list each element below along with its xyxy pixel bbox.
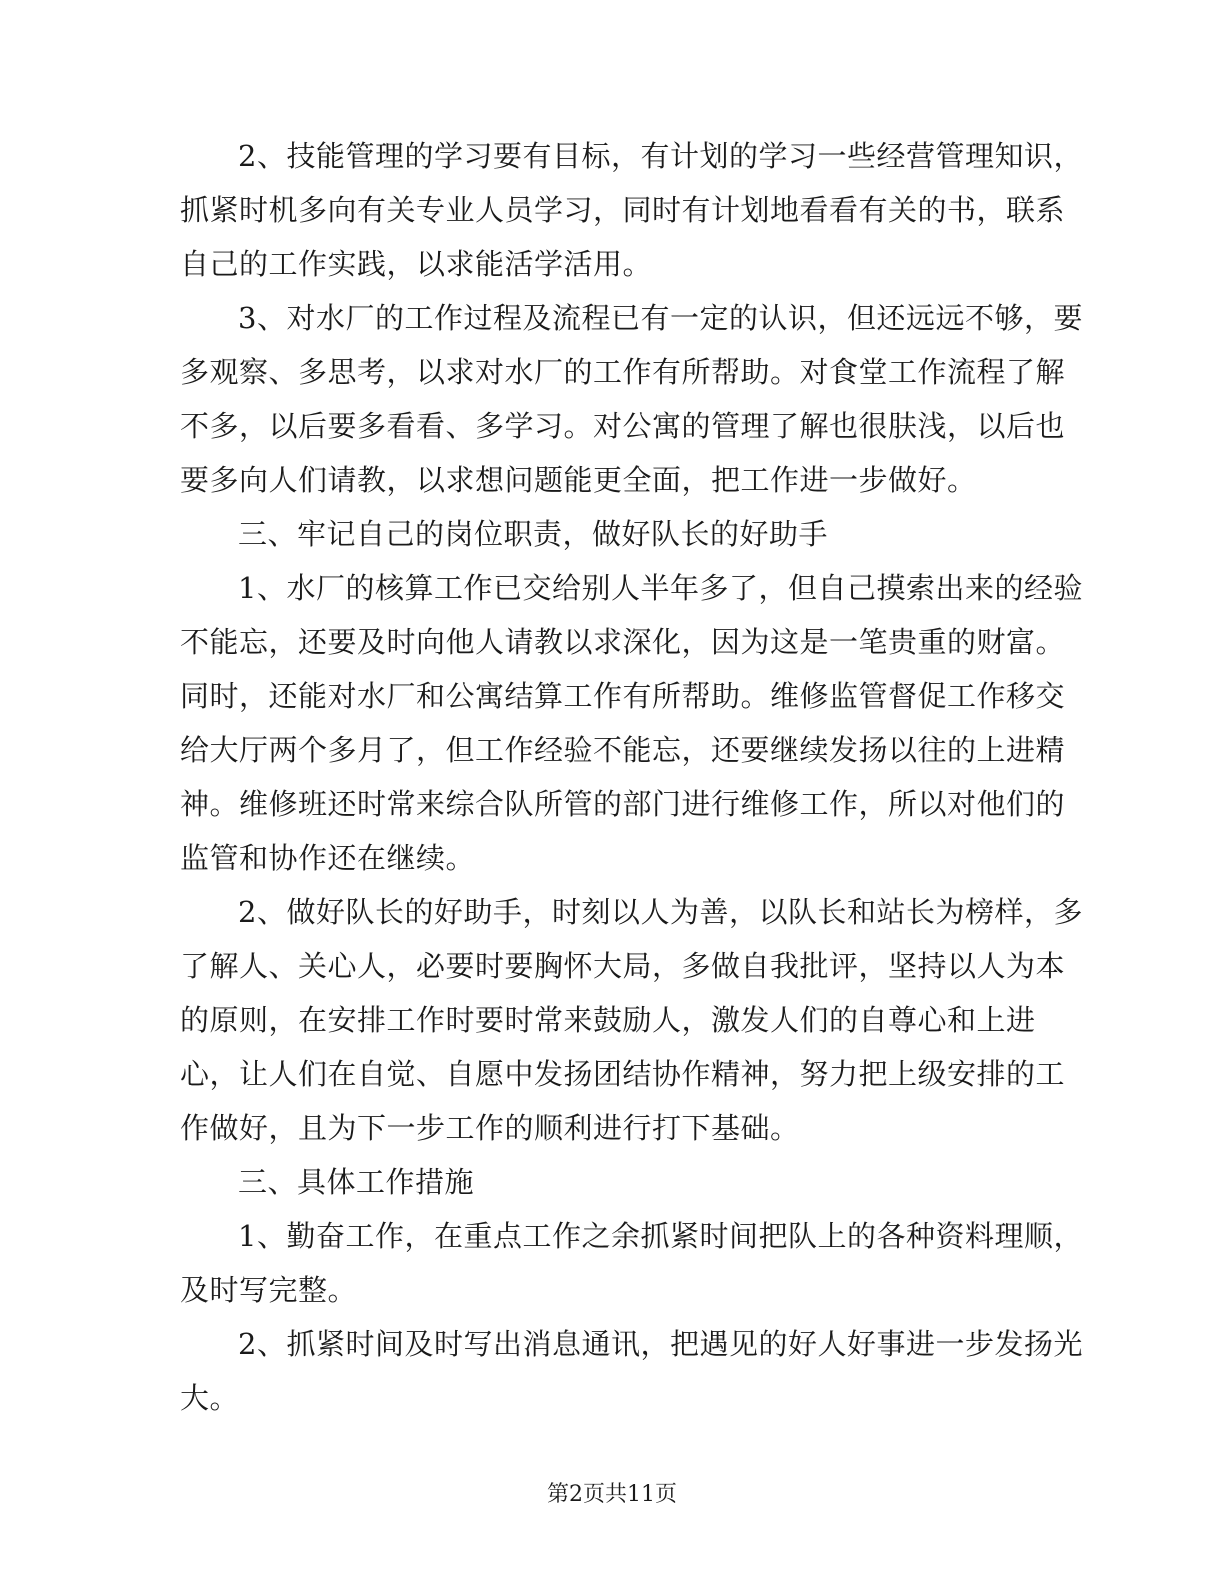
text-line: 的原则，在安排工作时要时常来鼓励人，激发人们的自尊心和上进	[180, 1003, 1036, 1037]
text-line: 2、技能管理的学习要有目标，有计划的学习一些经营管理知识，	[238, 139, 1083, 173]
text-line: 心，让人们在自觉、自愿中发扬团结协作精神，努力把上级安排的工	[180, 1057, 1066, 1091]
text-line: 抓紧时机多向有关专业人员学习，同时有计划地看看有关的书，联系	[180, 193, 1066, 227]
text-line: 1、勤奋工作，在重点工作之余抓紧时间把队上的各种资料理顺，	[238, 1219, 1083, 1253]
text-line: 给大厅两个多月了，但工作经验不能忘，还要继续发扬以往的上进精	[180, 733, 1066, 767]
text-line: 要多向人们请教，以求想问题能更全面，把工作进一步做好。	[180, 463, 977, 497]
text-line: 同时，还能对水厂和公寓结算工作有所帮助。维修监管督促工作移交	[180, 679, 1066, 713]
text-line: 2、做好队长的好助手，时刻以人为善，以队长和站长为榜样，多	[238, 895, 1083, 929]
text-line: 自己的工作实践，以求能活学活用。	[180, 247, 653, 281]
text-line: 及时写完整。	[180, 1273, 358, 1307]
page-number: 第2页共11页	[547, 1482, 677, 1507]
section-heading: 三、具体工作措施	[238, 1165, 475, 1199]
text-line: 神。维修班还时常来综合队所管的部门进行维修工作，所以对他们的	[180, 787, 1066, 821]
text-line: 多观察、多思考，以求对水厂的工作有所帮助。对食堂工作流程了解	[180, 355, 1066, 389]
text-line: 不能忘，还要及时向他人请教以求深化，因为这是一笔贵重的财富。	[180, 625, 1066, 659]
text-line: 不多，以后要多看看、多学习。对公寓的管理了解也很肤浅，以后也	[180, 409, 1066, 443]
text-line: 3、对水厂的工作过程及流程已有一定的认识，但还远远不够，要	[238, 301, 1083, 335]
text-line: 了解人、关心人，必要时要胸怀大局，多做自我批评，坚持以人为本	[180, 949, 1066, 983]
text-line: 作做好，且为下一步工作的顺利进行打下基础。	[180, 1111, 800, 1145]
text-line: 监管和协作还在继续。	[180, 841, 476, 875]
text-line: 2、抓紧时间及时写出消息通讯，把遇见的好人好事进一步发扬光	[238, 1327, 1083, 1361]
section-heading: 三、牢记自己的岗位职责，做好队长的好助手	[238, 517, 829, 551]
text-line: 1、水厂的核算工作已交给别人半年多了，但自己摸索出来的经验	[238, 571, 1083, 605]
text-line: 大。	[180, 1381, 240, 1415]
